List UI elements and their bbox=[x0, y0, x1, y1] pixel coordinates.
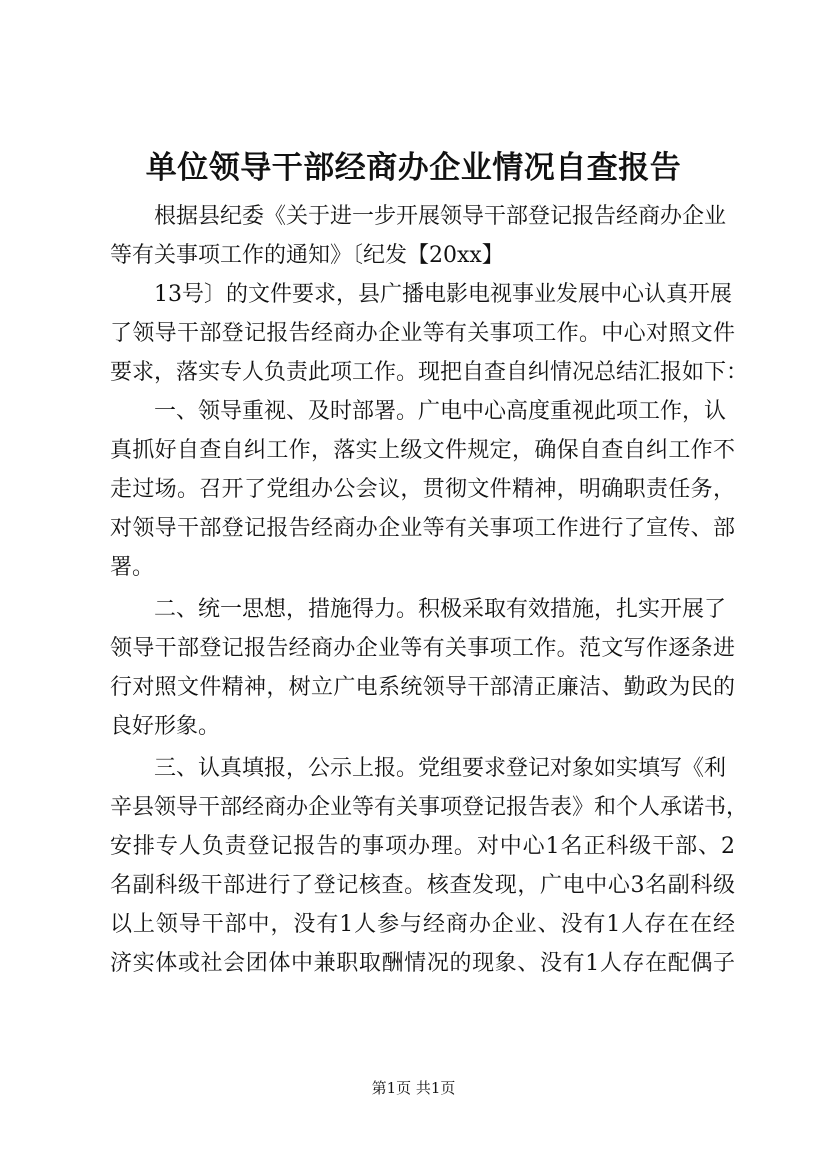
paragraph-line: 良好形象。 bbox=[110, 714, 221, 739]
paragraph-line: 对领导干部登记报告经商办企业等有关事项工作进行了宣传、部 bbox=[110, 516, 735, 541]
paragraph-line: 辛县领导干部经商办企业等有关事项登记报告表》和个人承诺书， bbox=[110, 795, 749, 820]
document-body bbox=[110, 197, 749, 983]
paragraph-line: 以上领导干部中，没有1人参与经商办企业、没有1人存在在经 bbox=[110, 912, 735, 937]
paragraph-line: 等有关事项工作的通知》〔纪发【20xx】 bbox=[110, 243, 504, 268]
paragraph-line: 安排专人负责登记报告的事项办理。对中心1名正科级干部、2 bbox=[110, 834, 735, 859]
paragraph-line: 济实体或社会团体中兼职取酬情况的现象、没有1人存在配偶子 bbox=[110, 951, 735, 976]
paragraph-line: 了领导干部登记报告经商办企业等有关事项工作。中心对照文件 bbox=[110, 321, 735, 346]
document-title: 单位领导干部经商办企业情况自查报告 bbox=[145, 150, 682, 186]
paragraph-line: 行对照文件精神，树立广电系统领导干部清正廉洁、勤政为民的 bbox=[110, 675, 735, 700]
paragraph-line: 二、统一思想，措施得力。积极采取有效措施，扎实开展了 bbox=[154, 597, 727, 622]
paragraph-line: 领导干部登记报告经商办企业等有关事项工作。范文写作逐条进 bbox=[110, 636, 735, 661]
page-number-footer: 第1页 共1页 bbox=[371, 1079, 456, 1097]
paragraph-line: 署。 bbox=[110, 555, 155, 580]
paragraph-line: 走过场。召开了党组办公会议，贯彻文件精神，明确职责任务， bbox=[110, 477, 735, 502]
paragraph-line: 名副科级干部进行了登记核查。核查发现，广电中心3名副科级 bbox=[110, 873, 735, 898]
paragraph-line: 13号〕的文件要求，县广播电影电视事业发展中心认真开展 bbox=[154, 282, 732, 307]
paragraph-line: 要求，落实专人负责此项工作。现把自查自纠情况总结汇报如下： bbox=[110, 360, 749, 385]
paragraph-line: 真抓好自查自纠工作，落实上级文件规定，确保自查自纠工作不 bbox=[110, 438, 735, 463]
paragraph-line: 三、认真填报，公示上报。党组要求登记对象如实填写《利 bbox=[154, 756, 727, 781]
paragraph-line: 一、领导重视、及时部署。广电中心高度重视此项工作，认 bbox=[154, 399, 727, 424]
paragraph-line: 根据县纪委《关于进一步开展领导干部登记报告经商办企业 bbox=[154, 204, 727, 229]
